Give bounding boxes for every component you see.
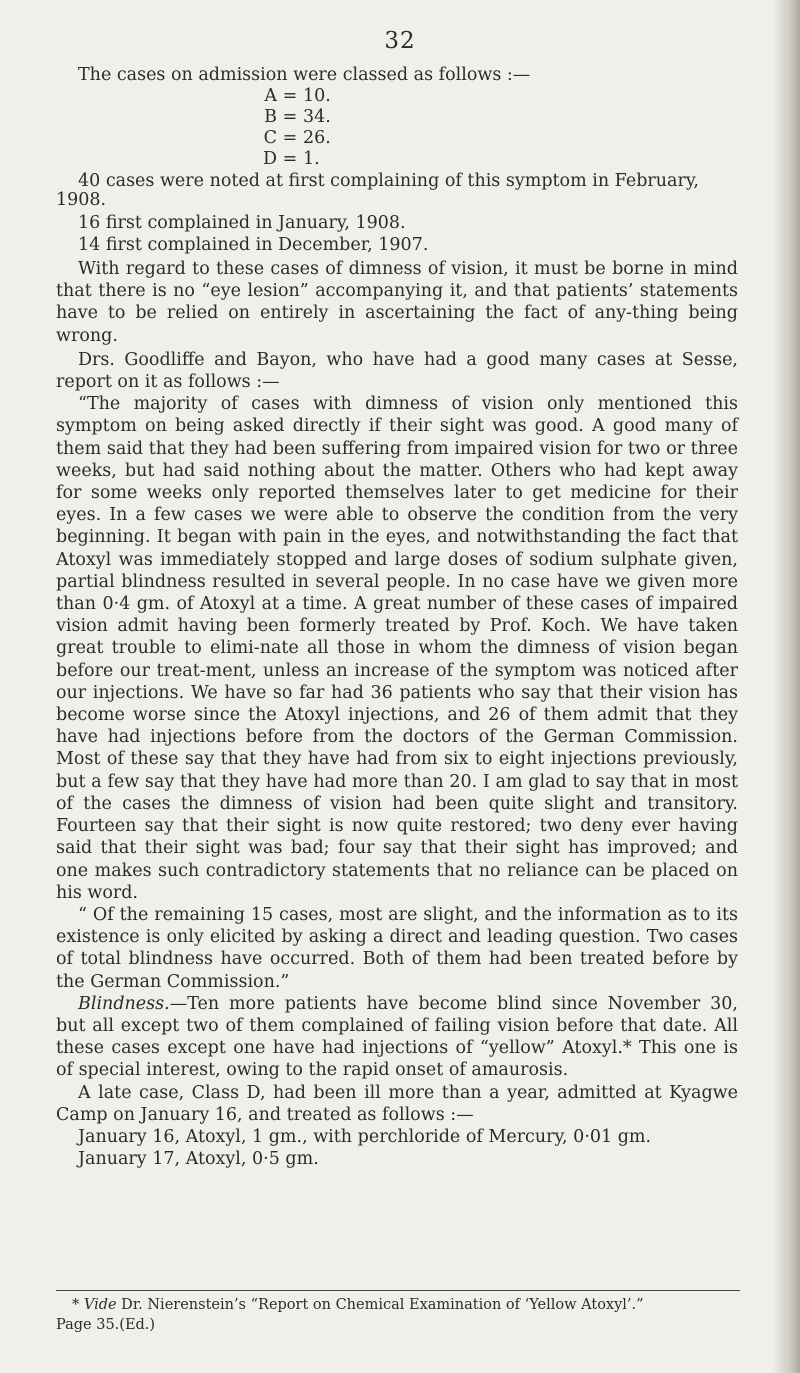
- first-january-line: 16 first complained in January, 1908.: [78, 212, 406, 233]
- class-row: C = 26.: [263, 128, 331, 149]
- class-row: D = 1.: [262, 149, 320, 170]
- treatment-line-1: January 16, Atoxyl, 1 gm., with perchloride of Mercury, 0·01 gm.: [78, 1126, 652, 1147]
- page-number: 32: [384, 28, 416, 54]
- intro-line: The cases on admission were classed as follows :—: [78, 65, 531, 85]
- footnote-divider: [56, 1290, 740, 1291]
- treatment-line-2: January 17, Atoxyl, 0·5 gm.: [78, 1149, 319, 1170]
- quote-main: “The majority of cases with dimness of vision only mentioned this symptom on being asked directly if their sight was good. A good many of them said that they had been suffering from impaired vision for two or three weeks, but had said nothing about the matter. Others who had kept away for some weeks only reported themselves later to get medicine for their eyes. In a few cases we were able to observe the condition from the very beginning. It began with pain in the eyes, and notwithstanding the fact that Atoxyl was immediately stopped and large doses of sodium sulphate given, partial blindness resulted in several people. In no case have we given more than 0·4 gm. of Atoxyl at a time. A great number of these cases of impaired vision admit having been formerly treated by Prof. Koch. We have taken great trouble to elimi-nate all those in whom the dimness of vision began before our treat-ment, unless an increase of the symptom was noticed after our injections. We have so far had 36 patients who say that their vision has become worse since the Atoxyl injections, and 26 of them admit that they have had injections before from the doctors of the German Commission. Most of these say that they have had from six to eight injections previously, but a few say that they have had more than 20. I am glad to say that in most of the cases the dimness of vision had been quite slight and transitory. Fourteen say that their sight is now quite restored; two deny ever having said that their sight was bad; four say that their sight has improved; and one makes such contradictory statements that no reliance can be placed on his word.: [56, 394, 738, 903]
- paragraph-late-case: A late case, Class D, had been ill more than a year, admitted at Kyagwe Camp on January 16, and treated as follows :—: [56, 1082, 738, 1125]
- footnote: * Vide Dr. Nierenstein’s “Report on Chemical Examination of ‘Yellow Atoxyl’.” Page 35.(Ed.): [56, 1297, 644, 1333]
- paragraph-blindness: Blindness.—Ten more patients have become blind since November 30, but all except two of them complained of failing vision before that date. All these cases except one have had injections of “yellow” Atoxyl.* This one is of special interest, owing to the rapid onset of amaurosis.: [56, 993, 738, 1081]
- first-noted-line: 40 cases were noted at first complaining of this symptom in February, 1908.: [56, 171, 699, 211]
- class-list: [56, 86, 738, 170]
- quote-remaining: “ Of the remaining 15 cases, most are slight, and the information as to its existence is only elicited by asking a direct and leading question. Two cases of total blindness have occurred. Both of them had been treated before by the German Commission.”: [56, 904, 738, 992]
- first-december-line: 14 first complained in December, 1907.: [78, 234, 429, 255]
- page-body: [56, 64, 738, 1170]
- paragraph-regard: With regard to these cases of dimness of vision, it must be borne in mind that there is no “eye lesion” accompanying it, and that patients’ statements have to be relied on entirely in ascertaining the fact of any-thing being wrong.: [56, 259, 738, 346]
- page-edge-shadow: [772, 0, 800, 1373]
- class-row: B = 34.: [264, 107, 331, 128]
- paragraph-doctors: Drs. Goodliffe and Bayon, who have had a good many cases at Sesse, report on it as follows :—: [56, 349, 738, 393]
- blindness-heading: Blindness.: [78, 993, 170, 1014]
- class-row: A = 10.: [264, 86, 331, 107]
